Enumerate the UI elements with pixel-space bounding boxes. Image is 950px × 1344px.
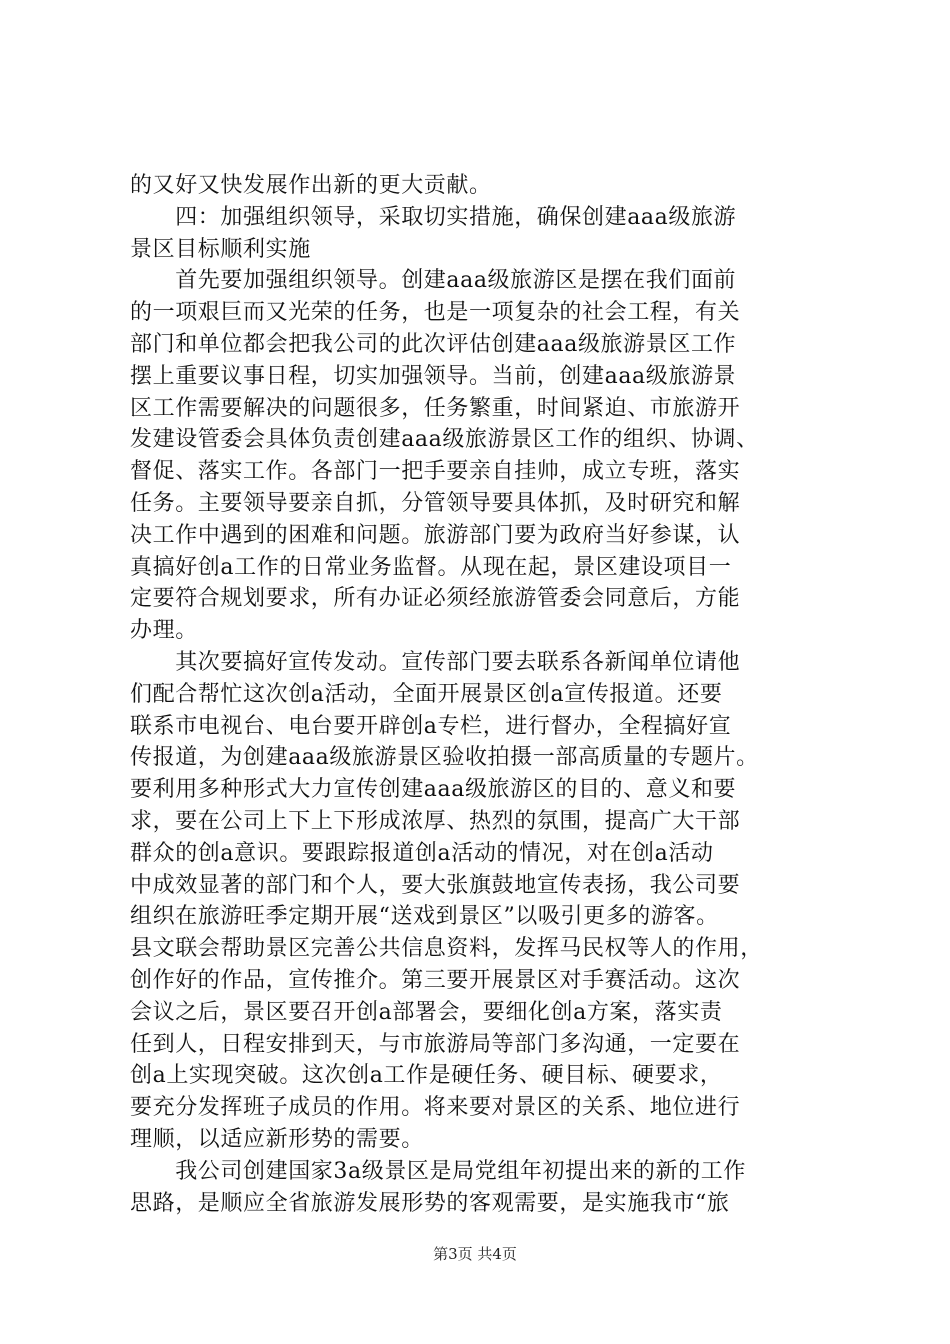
paragraph-organization-leadership: 首先要加强组织领导。创建aaa级旅游区是摆在我们面前 的一项艰巨而又光荣的任务，也是一项复杂的社会工程，有关 部门和单位都会把我公司的此次评估创建aaa级旅游景区工作 摆上重要议事日程，切实加强领导。当前，创建aaa级旅游景 区工作需要解决的问题很多，任务繁重，时间紧迫、市旅游开 发建设管委会具体负责创建aaa级旅游景区工作的组织、协调、 督促、落实工作。各部门一把手要亲自挂帅，成立专班，落实 任务。主要领导要亲自抓，分管领导要具体抓，及时研究和解 决工作中遇到的困难和问题。旅游部门要为政府当好参谋，认 真搞好创a工作的日常业务监督。从现在起，景区建设项目一 定要符合规划要求，所有办证必须经旅游管委会同意后，方能 办理。: [130, 268, 759, 644]
paragraph-3a-scenic-area: 我公司创建国家3a级景区是局党组年初提出来的新的工作 思路，是顺应全省旅游发展形势的客观需要，是实施我市“旅: [130, 1158, 746, 1216]
document-body: [130, 170, 832, 1219]
page-number-footer: 第3页 共4页: [433, 1245, 517, 1263]
paragraph-closing-line: 的又好又快发展作出新的更大贡献。: [130, 173, 492, 198]
section-heading-four: 四：加强组织领导，采取切实措施，确保创建aaa级旅游 景区目标顺利实施: [130, 204, 737, 262]
paragraph-publicity: 其次要搞好宣传发动。宣传部门要去联系各新闻单位请他 们配合帮忙这次创a活动，全面开展景区创a宣传报道。还要 联系市电视台、电台要开辟创a专栏，进行督办，全程搞好宣 传报道，为创建aaa级旅游景区验收拍摄一部高质量的专题片。 要利用多种形式大力宣传创建aaa级旅游区的目的、意义和要 求，要在公司上下上下形成浓厚、热烈的氛围，提高广大干部 群众的创a意识。要跟踪报道创a活动的情况，对在创a活动 中成效显著的部门和个人，要大张旗鼓地宣传表扬，我公司要 组织在旅游旺季定期开展“送戏到景区”以吸引更多的游客。 县文联会帮助景区完善公共信息资料，发挥马民权等人的作用， 创作好的作品，宣传推介。第三要开展景区对手赛活动。这次 会议之后，景区要召开创a部署会，要细化创a方案，落实责 任到人，日程安排到天，与市旅游局等部门多沟通，一定要在 创a上实现突破。这次创a工作是硬任务、硬目标、硬要求， 要充分发挥班子成员的作用。将来要对景区的关系、地位进行 理顺，以适应新形势的需要。: [130, 649, 763, 1152]
